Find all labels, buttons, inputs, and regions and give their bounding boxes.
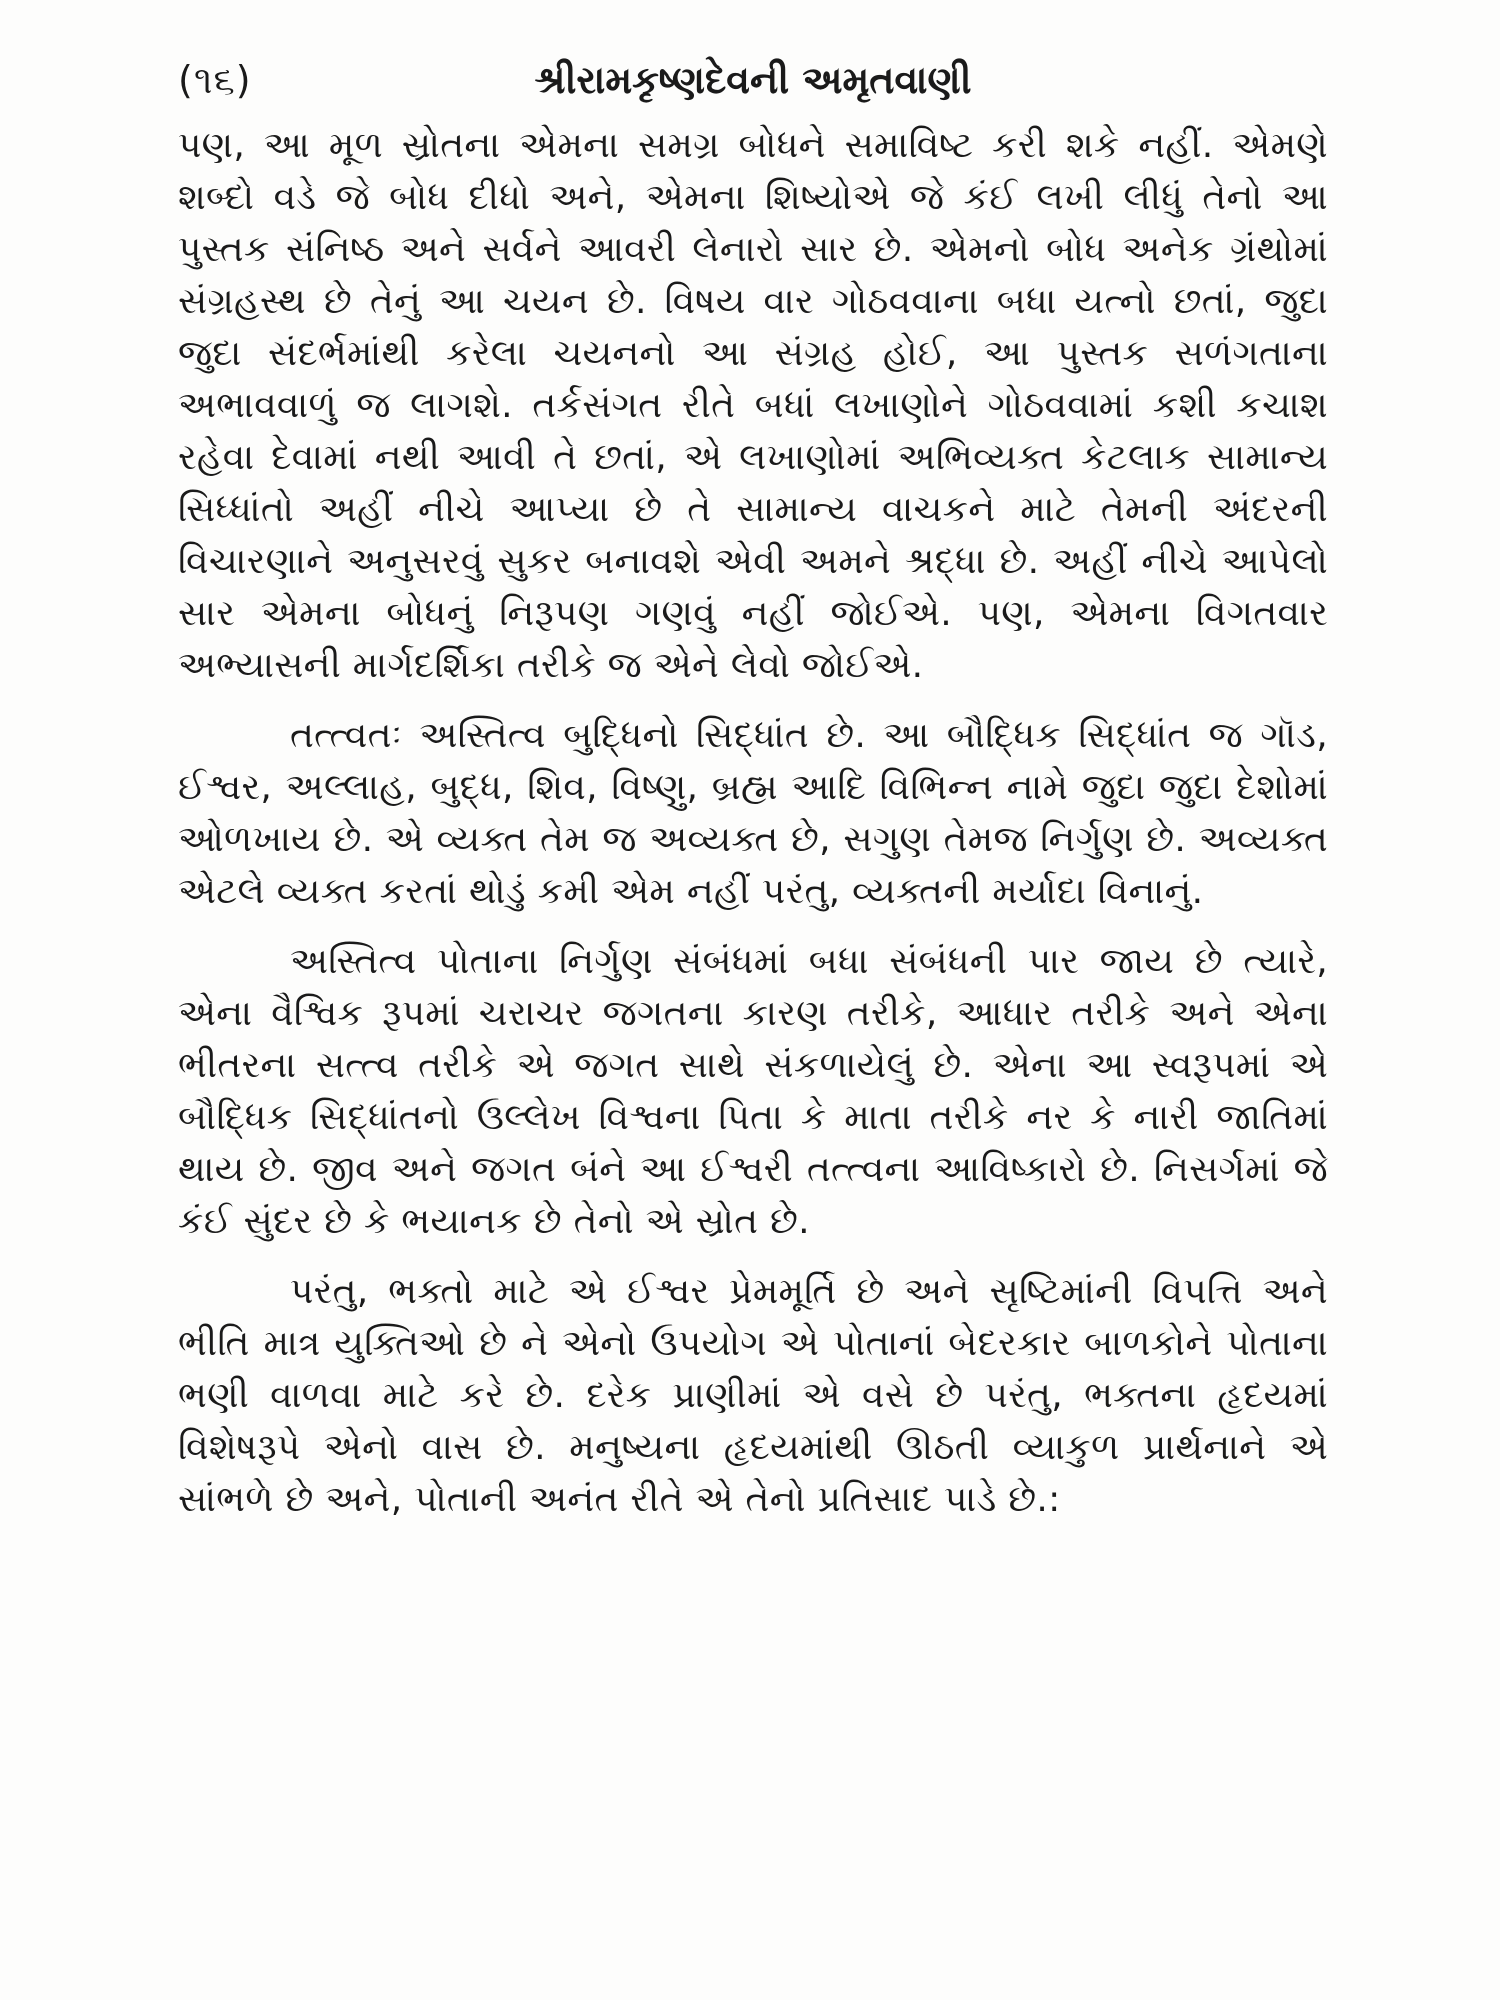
paragraph-3: અસ્તિત્વ પોતાના નિર્ગુણ સંબંધમાં બધા સંબંધની પાર જાય છે ત્યારે, એના વૈશ્વિક રૂપમાં ચરાચર જગતના કારણ તરીકે, આધાર તરીકે અને એના ભીતરના સત્ત્વ તરીકે એ જગત સાથે સંકળાયેલું છે. એના આ સ્વરૂપમાં એ બૌદ્ધિક સિદ્ધાંતનો ઉલ્લેખ વિશ્વના પિતા કે માતા તરીકે નર કે નારી જાતિમાં થાય છે. જીવ અને જગત બંને આ ઈશ્વરી તત્ત્વના આવિષ્કારો છે. નિસર્ગમાં જે કંઈ સુંદર છે કે ભયાનક છે તેનો એ સ્રોત છે. <box>178 941 1328 1242</box>
page-number: (૧૬) <box>178 58 252 102</box>
page-header <box>178 50 1328 110</box>
running-title: શ્રીરામકૃષ્ણદેવની અમૃતવાણી <box>534 58 972 102</box>
paragraph-2: તત્ત્વતઃ અસ્તિત્વ બુદ્ધિનો સિદ્ધાંત છે. આ બૌદ્ધિક સિદ્ધાંત જ ગૉડ, ઈશ્વર, અલ્લાહ, બુદ્ધ, શિવ, વિષ્ણુ, બ્રહ્મ આદિ વિભિન્ન નામે જુદા જુદા દેશોમાં ઓળખાય છે. એ વ્યક્ત તેમ જ અવ્યક્ત છે, સગુણ તેમજ નિર્ગુણ છે. અવ્યક્ત એટલે વ્યક્ત કરતાં થોડું કમી એમ નહીં પરંતુ, વ્યક્તની મર્યાદા વિનાનું. <box>178 715 1328 912</box>
body-text <box>178 120 1328 1526</box>
paragraph-1: પણ, આ મૂળ સ્રોતના એમના સમગ્ર બોધને સમાવિષ્ટ કરી શકે નહીં. એમણે શબ્દો વડે જે બોધ દીધો અને, એમના શિષ્યોએ જે કંઈ લખી લીધું તેનો આ પુસ્તક સંનિષ્ઠ અને સર્વને આવરી લેનારો સાર છે. એમનો બોધ અનેક ગ્રંથોમાં સંગ્રહસ્થ છે તેનું આ ચયન છે. વિષય વાર ગોઠવવાના બધા યત્નો છતાં, જુદા જુદા સંદર્ભમાંથી કરેલા ચયનનો આ સંગ્રહ હોઈ, આ પુસ્તક સળંગતાના અભાવવાળું જ લાગશે. તર્કસંગત રીતે બધાં લખાણોને ગોઠવવામાં કશી કચાશ રહેવા દેવામાં નથી આવી તે છતાં, એ લખાણોમાં અભિવ્યક્ત કેટલાક સામાન્ય સિધ્ધાંતો અહીં નીચે આપ્યા છે તે સામાન્ય વાચકને માટે તેમની અંદરની વિચારણાને અનુસરવું સુકર બનાવશે એવી અમને શ્રદ્ધા છે. અહીં નીચે આપેલો સાર એમના બોધનું નિરૂપણ ગણવું નહીં જોઈએ. પણ, એમના વિગતવાર અભ્યાસની માર્ગદર્શિકા તરીકે જ એને લેવો જોઈએ. <box>178 125 1328 686</box>
paragraph-4: પરંતુ, ભક્તો માટે એ ઈશ્વર પ્રેમમૂર્તિ છે અને સૃષ્ટિમાંની વિપત્તિ અને ભીતિ માત્ર યુક્તિઓ છે ને એનો ઉપયોગ એ પોતાનાં બેદરકાર બાળકોને પોતાના ભણી વાળવા માટે કરે છે. દરેક પ્રાણીમાં એ વસે છે પરંતુ, ભક્તના હૃદયમાં વિશેષરૂપે એનો વાસ છે. મનુષ્યના હૃદયમાંથી ઊઠતી વ્યાકુળ પ્રાર્થનાને એ સાંભળે છે અને, પોતાની અનંત રીતે એ તેનો પ્રતિસાદ પાડે છે.: <box>178 1271 1328 1520</box>
